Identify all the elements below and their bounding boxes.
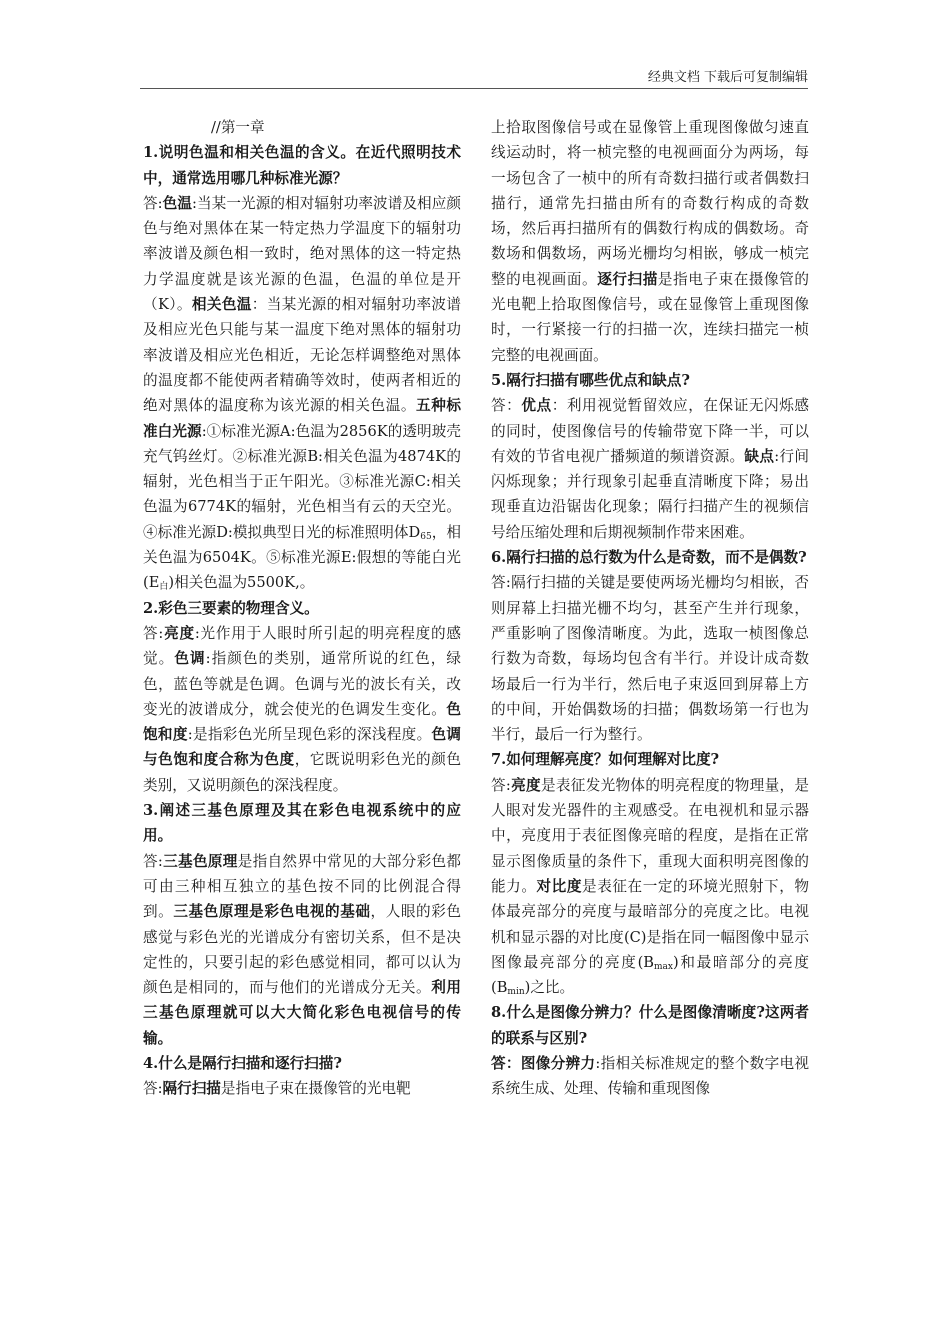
- answer-text: :指颜色的类别，通常所说的红色，绿色，蓝色等就是色调。色调与光的波长有关，改变光的波谱成分，就会使光的色调发生变化。: [143, 650, 461, 718]
- term-hue: 色调: [174, 650, 206, 668]
- term-correlated-color-temperature: 相关色温: [191, 296, 252, 314]
- answer-6: [491, 570, 809, 747]
- term-standard-light-sources: 五种标准白光源: [143, 397, 461, 440]
- answer-text: )相关色温为5500K,。: [168, 574, 315, 592]
- term-contrast: 对比度: [536, 877, 583, 895]
- answer-text: :行间闪烁现象；并行现象引起垂直清晰度下降；易出现垂直边沿锯齿化现象；隔行扫描产生的视频信号给压缩处理和后期视频制作带来困难。: [491, 447, 809, 541]
- answer-text: :当某一光源的相对辐射功率波谱及相应颜色与绝对黑体在某一特定热力学温度下的辐射功率波谱及颜色相一致时，绝对黑体的这一特定热力学温度就是该光源的色温，色温的单位是开（K）。: [143, 194, 461, 314]
- term-brightness: 亮度: [163, 624, 195, 642]
- answer-prefix: 答:: [143, 624, 164, 642]
- right-column: [491, 115, 809, 1102]
- term-simplify-transmission: 利用三基色原理就可以大大简化彩色电视信号的传输。: [143, 979, 461, 1047]
- answer-prefix: 答:: [491, 574, 511, 592]
- term-luminance: 亮度: [510, 776, 541, 794]
- answer-4: [143, 1076, 461, 1101]
- term-progressive-scan: 逐行扫描: [597, 270, 658, 288]
- answer-prefix: 答:: [491, 776, 511, 794]
- question-6-title: 6.隔行扫描的总行数为什么是奇数，而不是偶数?: [491, 549, 807, 567]
- answer-text: ：利用视觉暂留效应，在保证无闪烁感的同时，使图像信号的传输带宽下降一半，可以有效的节省电视广播频道的频谱资源。: [491, 397, 809, 465]
- question-5-title: 5.隔行扫描有哪些优点和缺点?: [491, 371, 690, 389]
- answer-4-continued: [491, 115, 809, 368]
- answer-text: 是指电子束在摄像管的光电靶: [220, 1080, 411, 1098]
- answer-8: [491, 1051, 809, 1102]
- question-7-title: 7.如何理解亮度？如何理解对比度?: [491, 751, 720, 769]
- question-3-title: 3.阐述三基色原理及其在彩色电视系统中的应用。: [143, 802, 461, 845]
- answer-text: 是表征在一定的环境光照射下，物体最亮部分的亮度与最暗部分的亮度之比。电视机和显示器的对比度(C)是指在同一幅图像中显示图像最亮部分的亮度(B: [491, 877, 809, 971]
- term-color-temperature: 色温: [162, 194, 193, 212]
- answer-prefix: 答:: [143, 194, 163, 212]
- page-header: [140, 62, 808, 89]
- answer-5: [491, 393, 809, 545]
- chapter-title: //第一章: [211, 119, 265, 136]
- answer-prefix: 答：: [491, 397, 522, 415]
- answer-text: )之比。: [524, 979, 575, 997]
- term-saturation: 色饱和度: [143, 700, 461, 744]
- subscript: max: [654, 961, 673, 972]
- answer-1: [143, 191, 461, 596]
- question-2-title: 2.彩色三要素的物理含义。: [143, 599, 319, 617]
- header-text: 经典文档 下载后可复制编辑: [647, 70, 808, 85]
- answer-text: 是表征发光物体的明亮程度的物理量，是人眼对发光器件的主观感受。在电视机和显示器中，亮度用于表征图像亮暗的程度，是指在正常显示图像质量的条件下，重现大面积明亮图像的能力。: [491, 776, 809, 895]
- answer-text: :光作用于人眼时所引起的明亮程度的感觉。: [143, 624, 461, 668]
- question-4-title: 4.什么是隔行扫描和逐行扫描?: [143, 1054, 342, 1072]
- answer-text: :①标准光源A:色温为2856K的透明玻壳充气钨丝灯。②标准光源B:相关色温为4874K的辐射，光色相当于正午阳光。③标准光源C:相关色温为6774K的辐射，光色相当有云的天空光。④标准光源D:模拟典型日光的标准照明体D: [143, 422, 461, 541]
- left-column: [143, 115, 461, 1102]
- answer-prefix: 答:: [143, 1080, 163, 1098]
- answer-7: [491, 773, 809, 1001]
- term-disadvantages: 缺点: [744, 447, 775, 465]
- answer-prefix: 答：: [491, 1054, 521, 1072]
- term-image-resolution: 图像分辨力: [520, 1054, 596, 1072]
- term-advantages: 优点: [521, 397, 552, 415]
- answer-text: ，它既说明彩色光的颜色类别，又说明颜色的深浅程度。: [143, 751, 461, 794]
- term-interlaced-scan: 隔行扫描: [162, 1080, 221, 1098]
- subscript: min: [507, 987, 525, 998]
- question-8-title: 8.什么是图像分辨力？什么是图像清晰度?这两者的联系与区别?: [491, 1004, 809, 1047]
- answer-text: :指相关标准规定的整个数字电视系统生成、处理、传输和重现图像: [491, 1054, 809, 1098]
- answer-text: 是指电子束在摄像管的光电靶上拾取图像信号，或在显像管上重现图像时，一行紧接一行的扫描一次，连续扫描完一桢完整的电视画面。: [491, 270, 809, 364]
- answer-text: ：当某光源的相对辐射功率波谱及相应光色只能与某一温度下绝对黑体的辐射功率波谱及相应光色相近，无论怎样调整绝对黑体的温度都不能使两者精确等效时，使两者相近的绝对黑体的温度称为该光源的相关色温。: [143, 296, 461, 415]
- answer-text: 是指自然界中常见的大部分彩色都可由三种相互独立的基色按不同的比例混合得到。: [143, 852, 461, 921]
- answer-3: [143, 849, 461, 1051]
- question-1-title: 1.说明色温和相关色温的含义。在近代照明技术中，通常选用哪几种标准光源？: [143, 144, 461, 187]
- term-tv-basis: 三基色原理是彩色电视的基础: [173, 903, 371, 921]
- answer-text: )和最暗部分的亮度(B: [491, 953, 809, 997]
- subscript: 65: [420, 531, 432, 542]
- answer-2: [143, 621, 461, 798]
- term-trichromatic-principle: 三基色原理: [162, 852, 238, 870]
- answer-text: 上拾取图像信号或在显像管上重现图像做匀速直线运动时，将一桢完整的电视画面分为两场，每一场包含了一桢中的所有奇数扫描行或者偶数扫描行，通常先扫描由所有的奇数行构成的奇数场，然后再扫描所有的偶数行构成的偶数场。奇数场和偶数场，两场光栅均匀相嵌，够成一桢完整的电视画面。: [491, 119, 809, 288]
- answer-text: ，相关色温为6504K。⑤标准光源E:假想的等能白光(E: [143, 523, 461, 592]
- answer-text: 隔行扫描的关键是要使两场光栅均匀相嵌，否则屏幕上扫描光栅不均匀，甚至产生并行现象，严重影响了图像清晰度。为此，选取一桢图像总行数为奇数，每场均包含有半行。并设计成奇数场最后一行为半行，然后电子束返回到屏幕上方的中间，开始偶数场的扫描；偶数场第一行也为半行，最后一行为整行。: [491, 574, 809, 744]
- subscript: 白: [159, 582, 169, 593]
- answer-text: ，人眼的彩色感觉与彩色光的光谱成分有密切关系，但不是决定性的，只要引起的彩色感觉相同，都可以认为颜色是相同的，而与他们的光谱成分无关。: [143, 903, 461, 997]
- term-chromaticity: 色调与色饱和度合称为色度: [143, 726, 461, 769]
- answer-prefix: 答:: [143, 852, 163, 870]
- answer-text: :是指彩色光所呈现色彩的深浅程度。: [187, 726, 432, 744]
